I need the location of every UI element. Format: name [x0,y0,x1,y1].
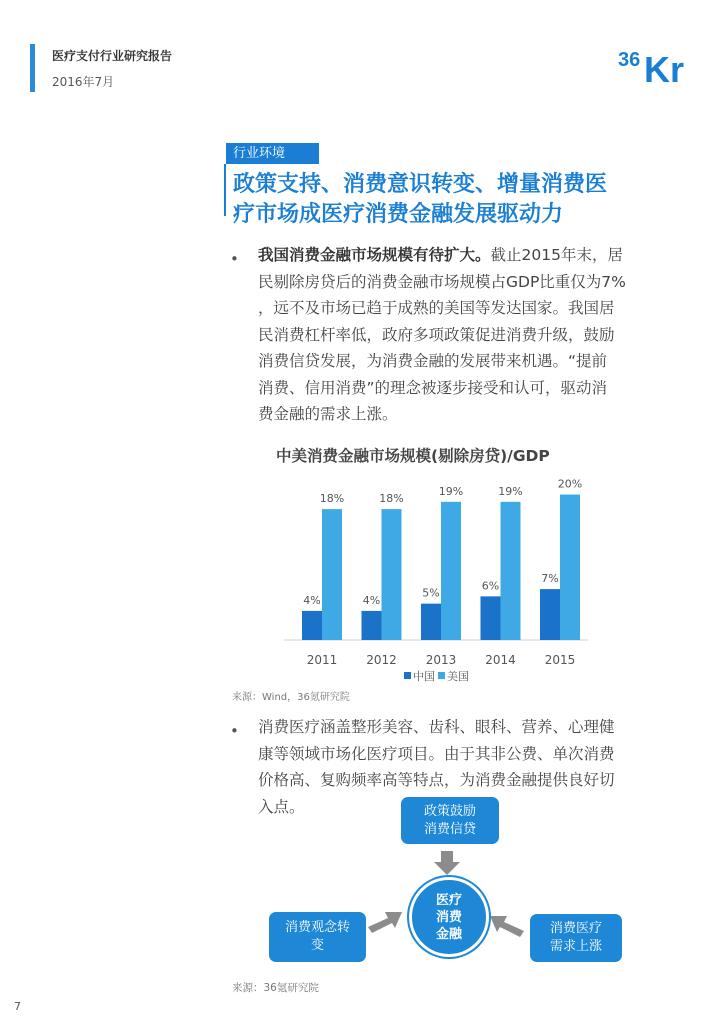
x-tick-label: 2013 [425,653,457,667]
diagram-source: 来源：36氪研究院 [232,982,319,994]
bar-usa [501,502,521,640]
data-label: 4% [303,593,321,607]
bullet-icon: • [230,722,239,740]
bar-china [540,589,560,640]
paragraph-line: 消费、信用消费”的理念被逐步接受和认可，驱动消 [258,378,608,397]
bar-usa [382,509,402,640]
diagram-center-circle: 医疗 消费 金融 [409,877,489,957]
x-tick-label: 2015 [544,653,576,667]
paragraph-line: 消费信贷发展，为消费金融的发展带来机遇。“提前 [258,352,608,370]
x-tick-label: 2014 [485,653,516,667]
paragraph-line: 民消费杠杆率低，政府多项政策促进消费升级，鼓励 [258,325,615,344]
legend-label: 中国 [413,670,435,683]
diagram-box-attitude: 消费观念转 变 [269,912,366,962]
paragraph-line: 费金融的需求上涨。 [258,405,398,423]
diagram-box-demand: 消费医疗 需求上涨 [530,914,622,962]
paragraph-line: 民剔除房贷后的消费金融市场规模占GDP比重仅为7% [258,272,626,291]
data-label: 7% [541,572,559,586]
bar-china [302,611,322,640]
data-label: 18% [319,492,345,506]
report-title: 医疗支付行业研究报告 [52,49,173,63]
paragraph-line: 消费医疗涵盖整形美容、齿科、眼科、营养、心理健 [258,718,615,736]
report-date: 2016年7月 [52,75,115,89]
arrow-left-icon [490,916,524,937]
bar-china [421,604,441,640]
paragraph-line: 入点。 [258,797,305,816]
paragraph-line: 我国消费金融市场规模有待扩大。截止2015年末，居 [258,246,623,264]
bar-usa [322,509,342,640]
chart-title: 中美消费金融市场规模(剔除房贷)/GDP [276,447,550,465]
bar-china [481,596,501,640]
paragraph-lead: 我国消费金融市场规模有待扩大。 [258,246,491,264]
paragraph-market-size [258,242,668,428]
data-label: 6% [481,579,500,593]
svg-text:Kr: Kr [644,49,685,84]
36kr-logo [618,44,696,84]
x-tick-label: 2012 [366,653,397,667]
data-label: 20% [557,477,583,491]
data-label: 4% [362,593,381,607]
bar-chart [276,470,596,685]
legend-swatch [404,672,411,679]
data-label: 18% [379,492,404,506]
data-label: 5% [422,586,440,600]
arrow-right-icon [368,912,402,933]
section-tag: 行业环境 [226,143,319,164]
bar-usa [560,495,580,640]
diagram-box-policy: 政策鼓励 消费信贷 [401,797,499,844]
paragraph-line: 价格高、复购频率高等特点，为消费金融提供良好切 [258,771,615,789]
x-tick-label: 2011 [306,653,338,667]
data-label: 19% [498,484,523,498]
bar-usa [441,502,461,640]
data-label: 19% [438,484,464,498]
paragraph-line: ，远不及市场已趋于成熟的美国等发达国家。我国居 [258,299,615,317]
header-accent-bar [30,44,35,92]
arrow-down-icon [434,851,460,875]
page-title-line1: 政策支持、消费意识转变、增量消费医 [233,172,608,197]
legend-label: 美国 [447,670,469,683]
paragraph-line: 康等领域市场化医疗项目。由于其非公费、单次消费 [258,744,615,763]
page-title-line2: 疗市场成医疗消费金融发展驱动力 [233,202,564,227]
chart-source: 来源：Wind，36氪研究院 [232,692,350,703]
bullet-icon: • [230,250,239,268]
bar-china [362,611,382,640]
page-title [233,170,673,230]
section-accent-line [224,164,226,216]
svg-text:36: 36 [618,49,641,71]
legend-swatch [438,672,445,679]
page-number: 7 [14,1000,21,1013]
